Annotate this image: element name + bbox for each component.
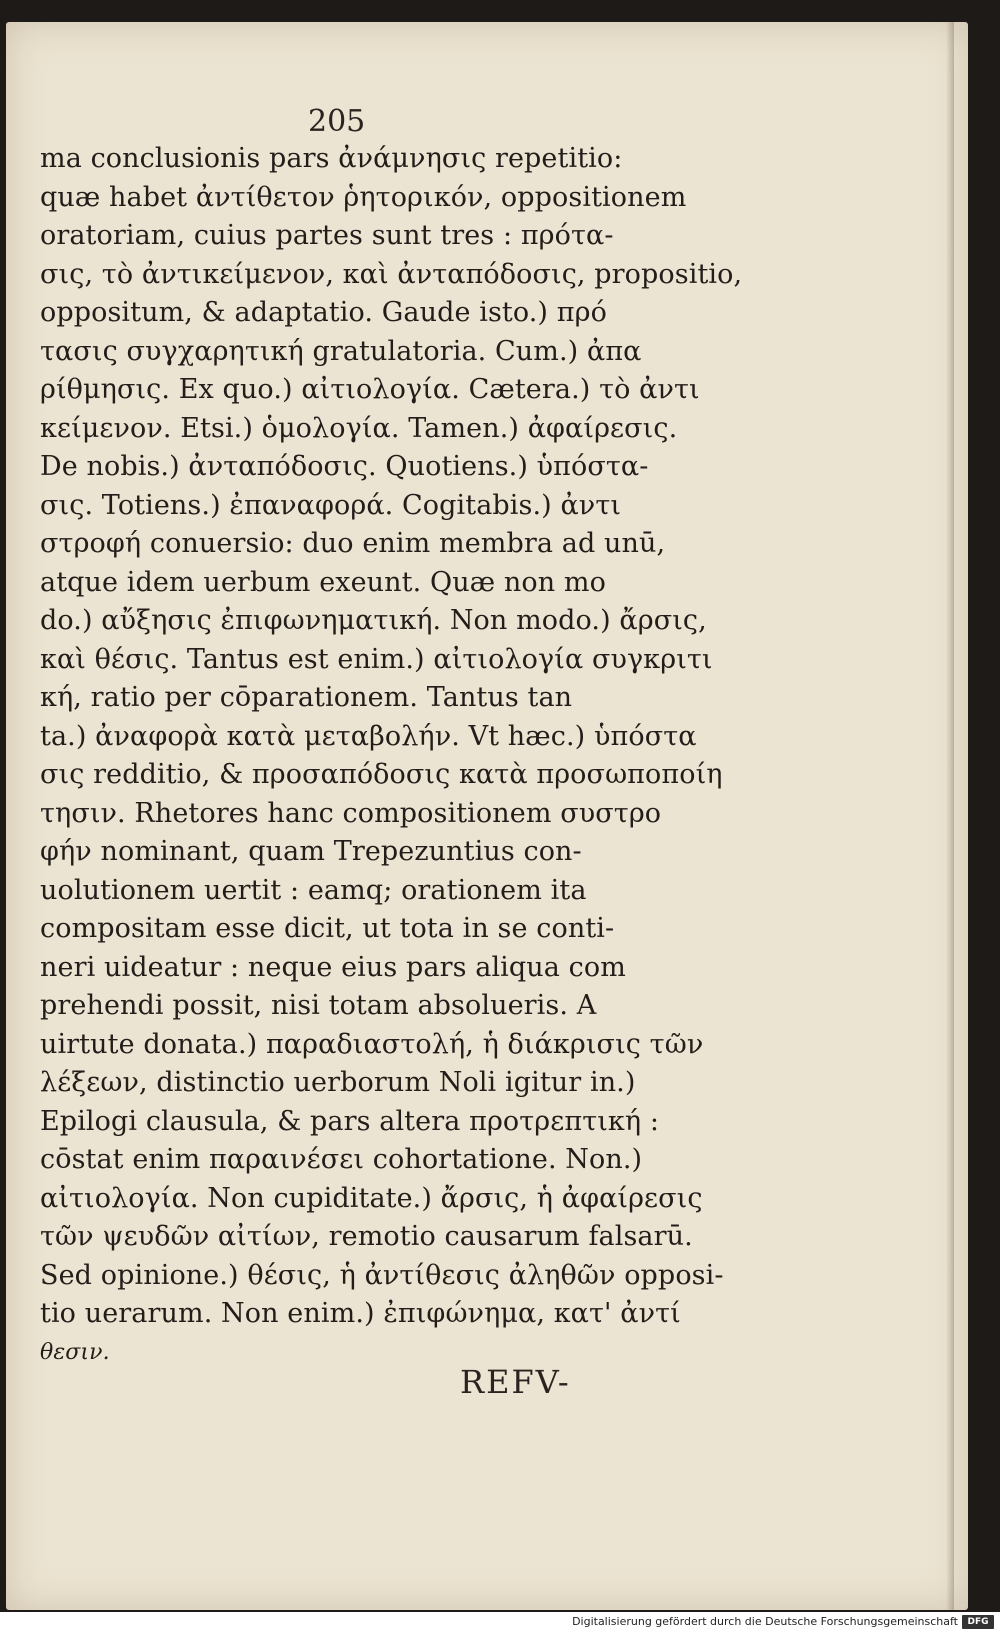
text-line: tio uerarum. Non enim.) ἐπιφώνημα, κατ' ἀντί — [40, 1298, 681, 1329]
text-line: τῶν ψευδῶν αἰτίων, remotio causarum falsarū. — [40, 1221, 693, 1252]
text-line: ma conclusionis pars ἀνάμνησις repetitio: — [40, 143, 623, 174]
text-line: quæ habet ἀντίθετον ῥητορικόν, oppositionem — [40, 181, 687, 213]
text-line: λέξεων, distinctio uerborum Noli igitur in.) — [40, 1067, 636, 1098]
text-line: prehendi possit, nisi totam absolueris. A — [40, 990, 597, 1021]
text-line: oratoriam, cuius partes sunt tres : πρότα- — [40, 220, 614, 251]
text-line: ρίθμησις. Ex quo.) αἰτιολογία. Cætera.) τὸ ἀντι — [40, 374, 700, 405]
text-line: compositam esse dicit, ut tota in se conti- — [40, 913, 615, 944]
footer-bar — [0, 1612, 1000, 1634]
text-line: αἰτιολογία. Non cupiditate.) ἄρσις, ἡ ἀφαίρεσις — [40, 1182, 703, 1214]
text-line: τησιν. Rhetores hanc compositionem συστρο — [40, 797, 662, 829]
text-line: do.) αὔξησις ἐπιφωνηματική. Non modo.) ἄρσις, — [40, 605, 707, 636]
dfg-logo-icon: DFG — [962, 1615, 994, 1629]
text-line: uirtute donata.) παραδιαστολή, ἡ διάκρισις τῶν — [40, 1028, 704, 1060]
text-line: καὶ θέσις. Tantus est enim.) αἰτιολογία συγκριτι — [40, 643, 713, 675]
text-line: στροφή conuersio: duo enim membra ad unū, — [40, 528, 666, 559]
text-line: oppositum, & adaptatio. Gaude isto.) πρό — [40, 297, 607, 328]
page-text — [40, 140, 743, 1372]
text-line: cōstat enim παραινέσει cohortatione. Non.) — [40, 1144, 643, 1175]
text-line: atque idem uerbum exeunt. Quæ non mo — [40, 566, 606, 598]
text-line: φήν nominant, quam Trepezuntius con- — [40, 836, 582, 867]
text-line: σις. Totiens.) ἐπαναφορά. Cogitabis.) ἀντι — [40, 489, 622, 521]
footer-credit: Digitalisierung gefördert durch die Deutsche Forschungsgemeinschaft — [572, 1615, 958, 1628]
catchword: REFV- — [460, 1363, 571, 1401]
text-line: ta.) ἀναφορὰ κατὰ μεταβολήν. Vt hæc.) ὑπόστα — [40, 720, 697, 752]
text-line: κή, ratio per cōparationem. Tantus tan — [40, 682, 573, 713]
text-line: Sed opinione.) θέσις, ἡ ἀντίθεσις ἀληθῶν opposi- — [40, 1259, 724, 1291]
text-line: Epilogi clausula, & pars altera προτρεπτική : — [40, 1105, 660, 1137]
text-line: κείμενον. Etsi.) ὁμολογία. Tamen.) ἀφαίρεσις. — [40, 412, 678, 444]
text-line: θεσιν. — [40, 1339, 110, 1365]
page-edge-shadow — [946, 22, 954, 1610]
text-line: neri uideatur : neque eius pars aliqua com — [40, 951, 626, 983]
text-line: σις redditio, & προσαπόδοσις κατὰ προσωποποίη — [40, 759, 723, 790]
text-line: τασις συγχαρητική gratulatoria. Cum.) ἀπα — [40, 335, 642, 367]
text-line: De nobis.) ἀνταπόδοσις. Quotiens.) ὑπόστα- — [40, 451, 649, 482]
text-line: uolutionem uertit : eamq; orationem ita — [40, 874, 587, 906]
page-number: 205 — [308, 104, 366, 139]
text-line: σις, τὸ ἀντικείμενον, καὶ ἀνταπόδοσις, propositio, — [40, 258, 743, 290]
